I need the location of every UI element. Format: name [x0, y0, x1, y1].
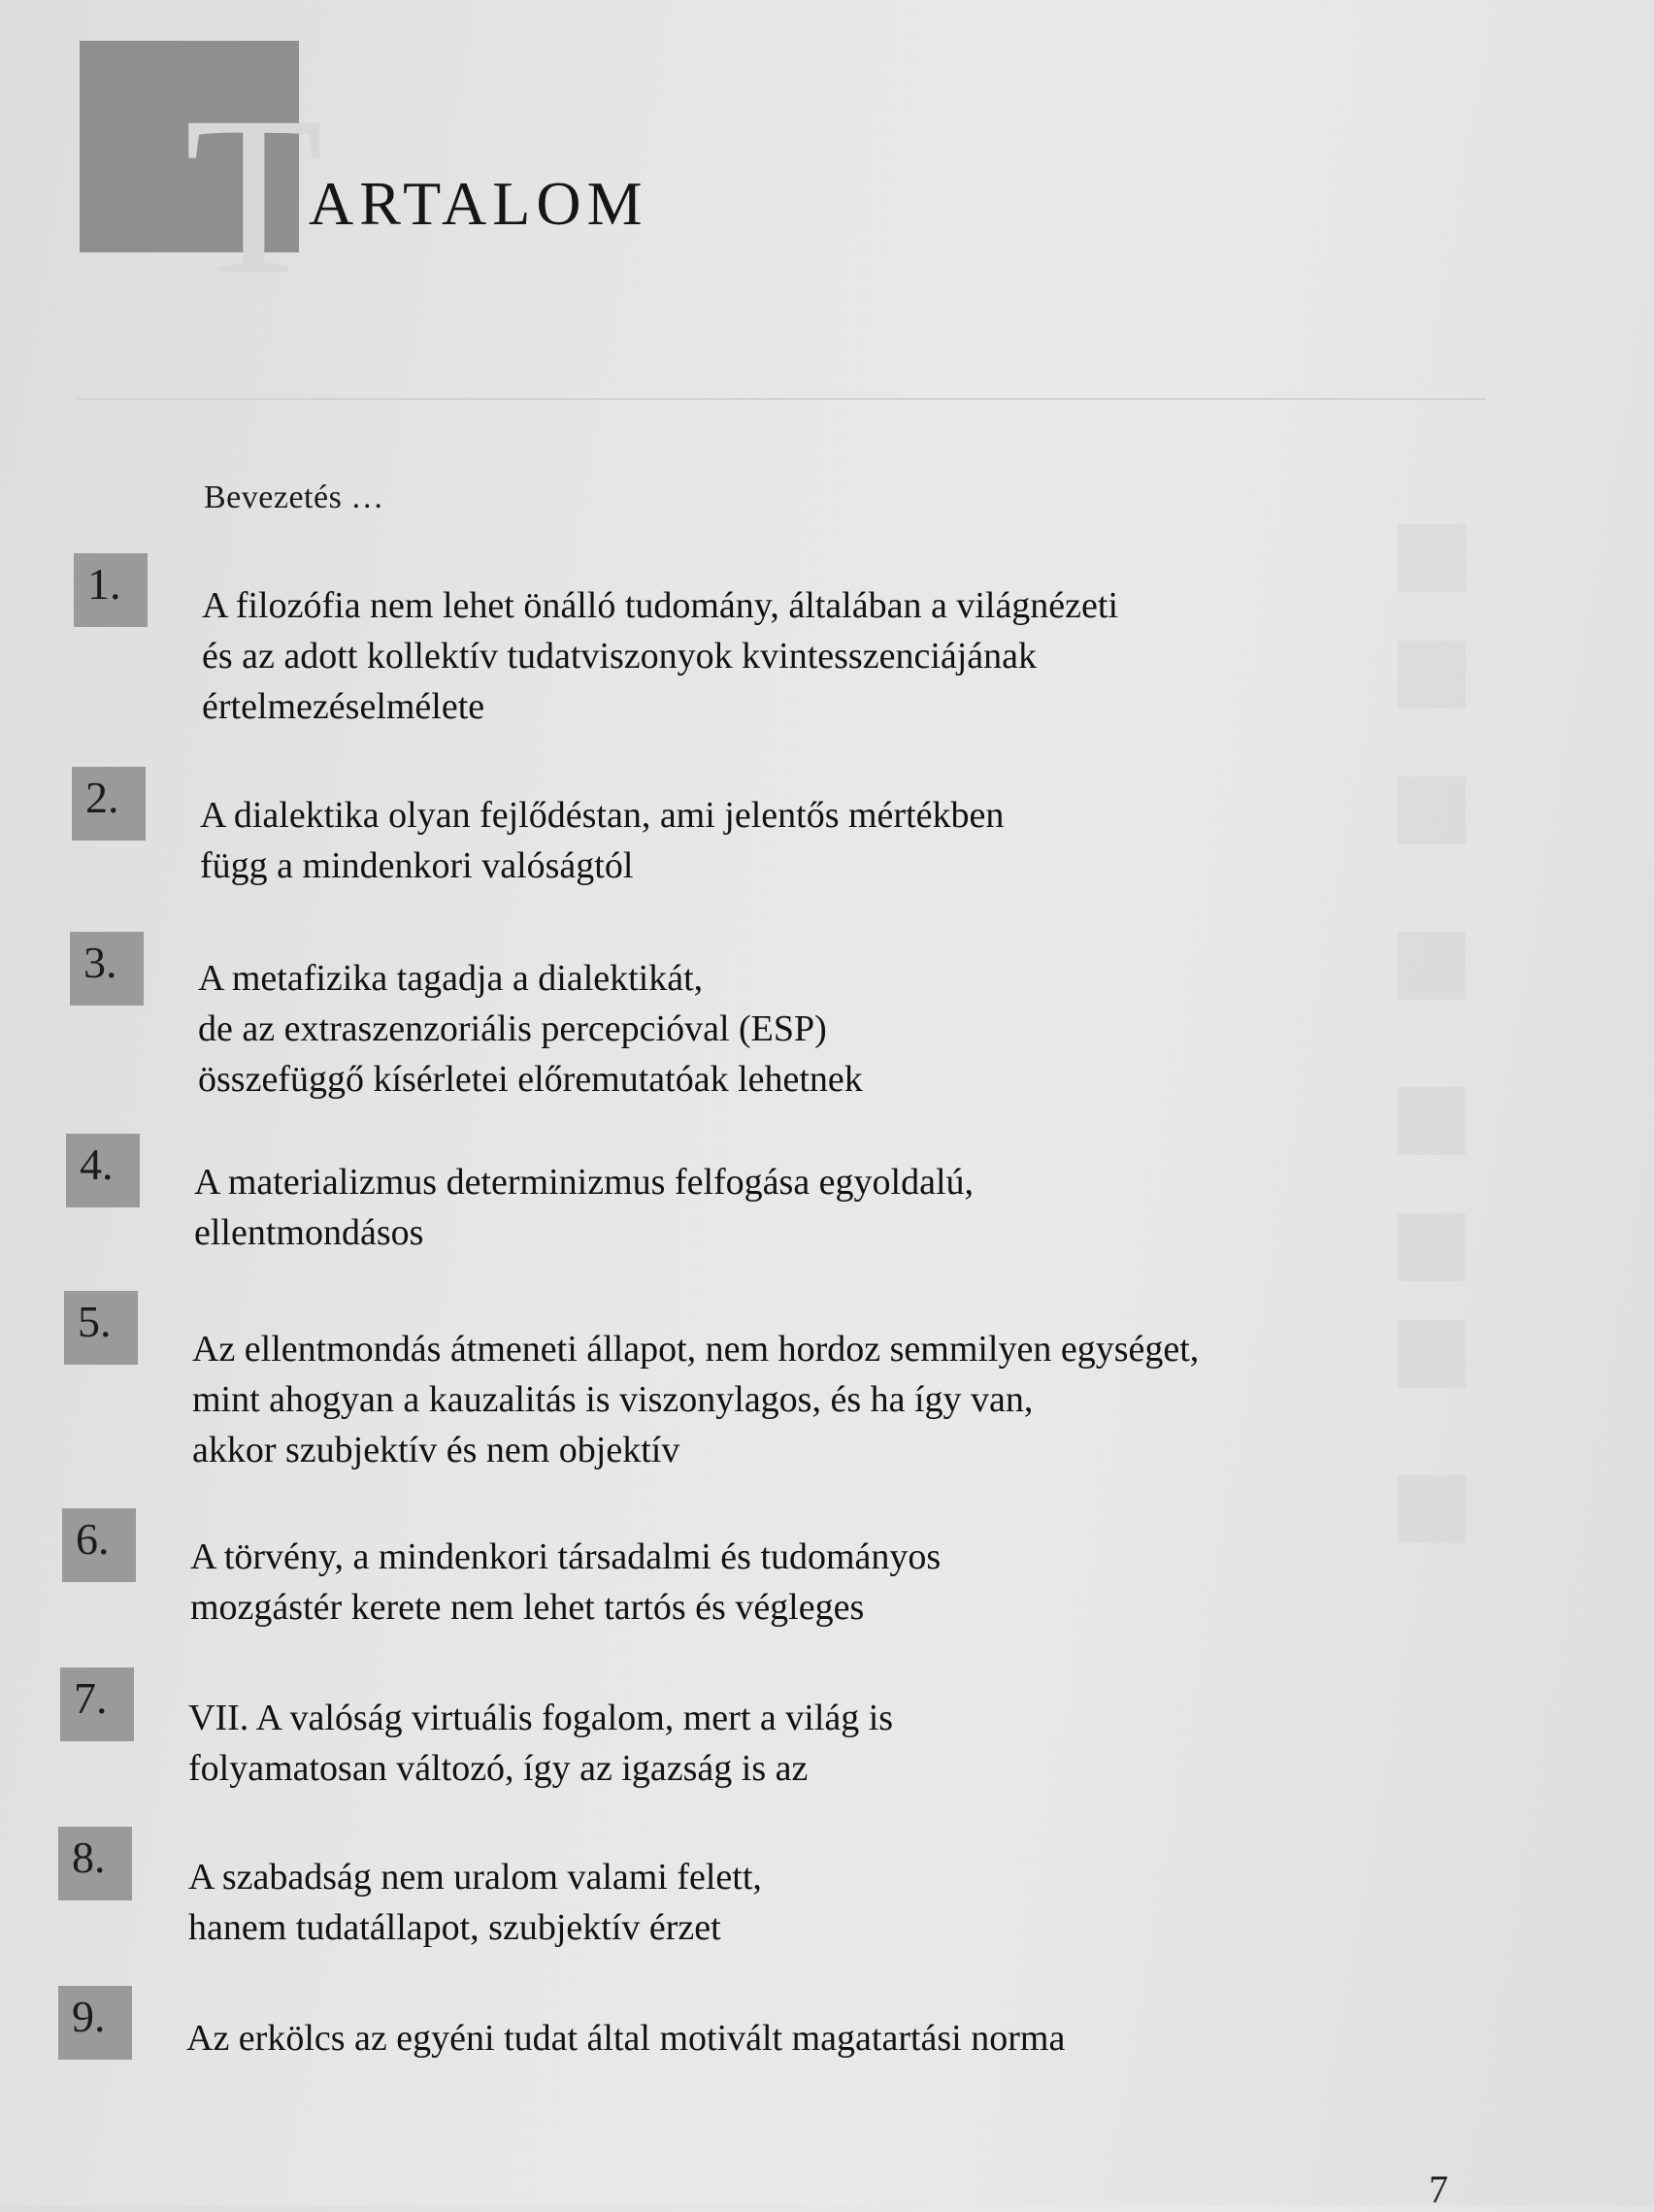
chapter-title-line: mint ahogyan a kauzalitás is viszonylagos, és ha így van,	[192, 1379, 1034, 1420]
chapter-number: 3.	[83, 938, 117, 987]
chapter-title-line: Az erkölcs az egyéni tudat által motivált magatartási norma	[186, 2018, 1066, 2059]
chapter-title-line: és az adott kollektív tudatviszonyok kvintesszenciájának	[202, 636, 1038, 677]
chapter-number: 8.	[72, 1832, 106, 1882]
chapter-title-line: A materializmus determinizmus felfogása egyoldalú,	[194, 1162, 975, 1203]
chapter-title-line: A filozófia nem lehet önálló tudomány, általában a világnézeti	[202, 585, 1119, 626]
chapter-title	[188, 1852, 1431, 1953]
chapter-number-box	[70, 932, 144, 1006]
chapter-title	[194, 1157, 1437, 1258]
chapter-title-line: A metafizika tagadja a dialektikát,	[198, 958, 704, 999]
chapter-title	[192, 1324, 1435, 1475]
chapter-number: 6.	[76, 1514, 110, 1564]
chapter-number: 9.	[72, 1992, 106, 2041]
chapter-number-box	[58, 1827, 132, 1900]
chapter-number-box	[62, 1508, 136, 1582]
chapter-title	[186, 2013, 1429, 2063]
chapter-title-line: mozgástér kerete nem lehet tartós és végleges	[190, 1587, 865, 1628]
chapter-title-line: folyamatosan változó, így az igazság is az	[188, 1748, 809, 1789]
chapter-title-line: A dialektika olyan fejlődéstan, ami jelentős mértékben	[200, 795, 1005, 836]
chapter-title	[188, 1693, 1431, 1794]
chapter-number: 7.	[74, 1673, 108, 1723]
toc-intro-entry[interactable]: Bevezetés …	[204, 479, 384, 515]
chapter-number-box	[74, 553, 148, 627]
chapter-number-box	[58, 1986, 132, 2060]
chapter-title-line: ellentmondásos	[194, 1212, 424, 1253]
chapter-title	[198, 953, 1440, 1105]
chapter-number-box	[60, 1667, 134, 1741]
chapter-title-line: értelmezéselmélete	[202, 686, 485, 727]
chapter-title-line: Az ellentmondás átmeneti állapot, nem hordoz semmilyen egységet,	[192, 1329, 1200, 1370]
chapter-title-line: VII. A valóság virtuális fogalom, mert a világ is	[188, 1698, 894, 1738]
chapter-title-line: de az extraszenzoriális percepcióval (ESP)	[198, 1008, 827, 1049]
chapter-title-line: A szabadság nem uralom valami felett,	[188, 1857, 762, 1898]
header-rule	[78, 398, 1485, 400]
chapter-number: 4.	[80, 1139, 114, 1189]
chapter-number-box	[72, 767, 146, 841]
chapter-number: 2.	[85, 773, 119, 822]
chapter-title-line: akkor szubjektív és nem objektív	[192, 1430, 680, 1470]
title-initial-letter: T	[184, 69, 323, 321]
page-title: ARTALOM	[309, 169, 648, 238]
chapter-title	[190, 1532, 1433, 1633]
chapter-title-line: hanem tudatállapot, szubjektív érzet	[188, 1907, 721, 1948]
page-number: 7	[1429, 2167, 1448, 2211]
chapter-number-box	[64, 1291, 138, 1365]
chapter-number: 1.	[87, 559, 121, 609]
chapter-number-box	[66, 1134, 140, 1207]
chapter-title-line: összefüggő kísérletei előremutatóak lehetnek	[198, 1059, 863, 1100]
chapter-number: 5.	[78, 1297, 112, 1346]
chapter-title	[200, 790, 1442, 891]
chapter-title-line: A törvény, a mindenkori társadalmi és tudományos	[190, 1536, 942, 1577]
chapter-title	[202, 580, 1444, 732]
chapter-title-line: függ a mindenkori valóságtól	[200, 845, 634, 886]
